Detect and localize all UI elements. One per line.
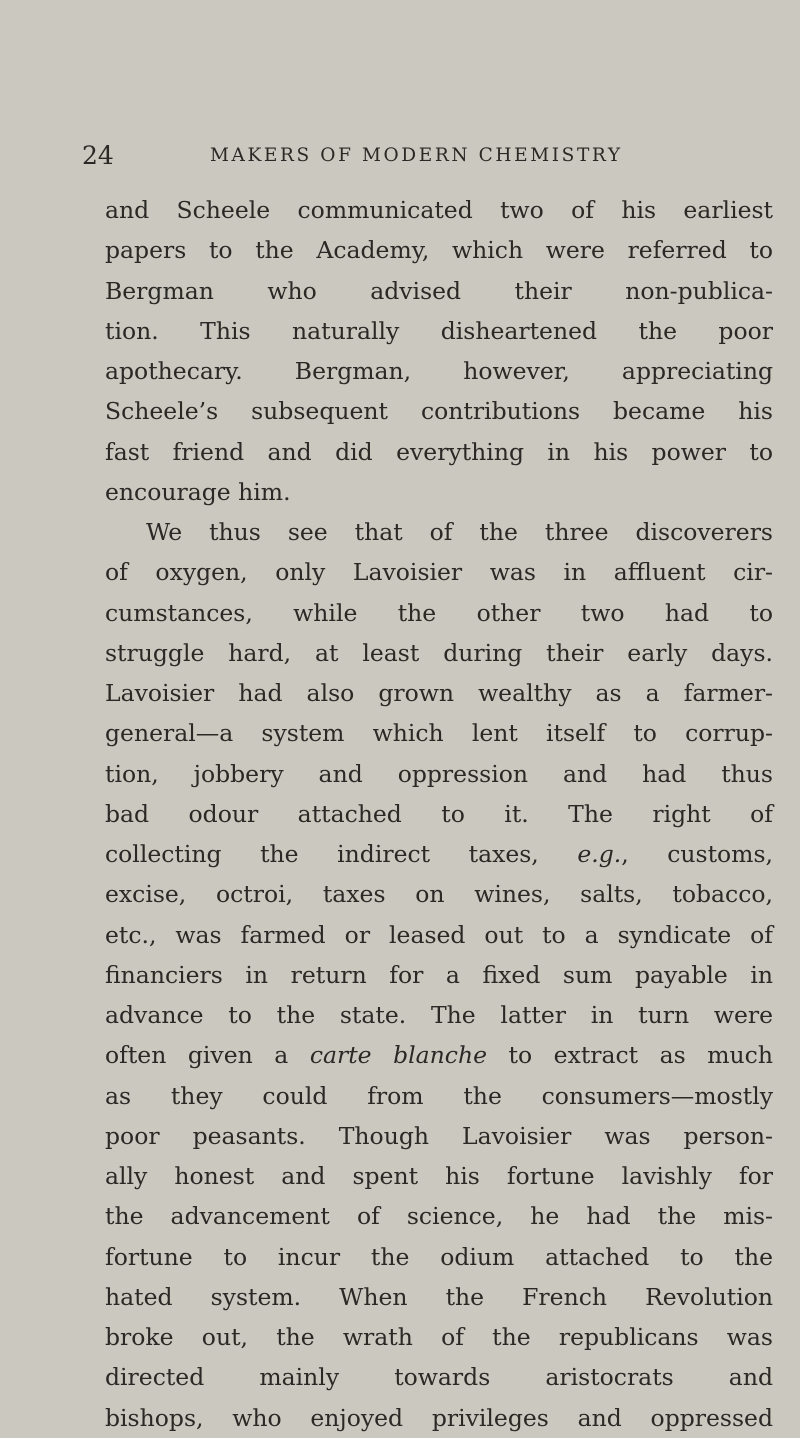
text-line: directed mainly towards aristocrats and (105, 1363, 773, 1392)
running-title: MAKERS OF MODERN CHEMISTRY (210, 145, 623, 166)
text-line: encourage him. (105, 477, 291, 506)
text-line: and Scheele communicated two of his earliest (105, 196, 773, 224)
text-line: of oxygen, only Lavoisier was in affluent cir- (105, 558, 773, 587)
italic-text: e.g. (577, 840, 622, 868)
text-line: tion. This naturally disheartened the poor (105, 316, 773, 345)
text-line: Bergman who advised their non-publica- (105, 276, 773, 305)
text-line: etc., was farmed or leased out to a syndicate of (105, 920, 773, 949)
text-line: ally honest and spent his fortune lavishly for (105, 1162, 773, 1190)
text-line: struggle hard, at least during their early days. (105, 638, 773, 667)
text-line: bad odour attached to it. The right of (105, 799, 773, 828)
paragraph-start-line: We thus see that of the three discoverers (146, 518, 773, 546)
text-line: Scheele’s subsequent contributions became his (105, 397, 773, 426)
body-text (105, 190, 773, 1438)
text-line: tion, jobbery and oppression and had thus (105, 759, 773, 788)
text-line: collecting the indirect taxes, e.g., customs, (105, 840, 773, 868)
italic-text: carte blanche (309, 1041, 488, 1070)
text-line: the advancement of science, he had the mis- (105, 1202, 773, 1231)
text-line: excise, octroi, taxes on wines, salts, tobacco, (105, 880, 773, 909)
text-line: bishops, who enjoyed privileges and oppressed (105, 1403, 773, 1432)
text-line: papers to the Academy, which were referred to (105, 236, 773, 265)
text-line: general—a system which lent itself to corrup- (105, 719, 773, 748)
running-head (82, 138, 722, 174)
text-line: hated system. When the French Revolution (105, 1282, 773, 1311)
text-line: cumstances, while the other two had to (105, 598, 773, 627)
text-line: fast friend and did everything in his power to (105, 437, 773, 466)
text-line: Lavoisier had also grown wealthy as a farmer- (105, 679, 773, 707)
text-line: poor peasants. Though Lavoisier was person- (105, 1121, 773, 1150)
page-number: 24 (82, 141, 114, 170)
text-line: advance to the state. The latter in turn were (105, 1001, 773, 1029)
text-line: apothecary. Bergman, however, appreciating (105, 357, 773, 385)
text-line: financiers in return for a fixed sum payable in (105, 960, 773, 989)
text-line: fortune to incur the odium attached to the (105, 1242, 773, 1271)
text-line: as they could from the consumers—mostly (105, 1081, 773, 1110)
text-line: often given a carte blanche to extract as much (105, 1041, 773, 1070)
text-line: broke out, the wrath of the republicans was (105, 1323, 773, 1351)
